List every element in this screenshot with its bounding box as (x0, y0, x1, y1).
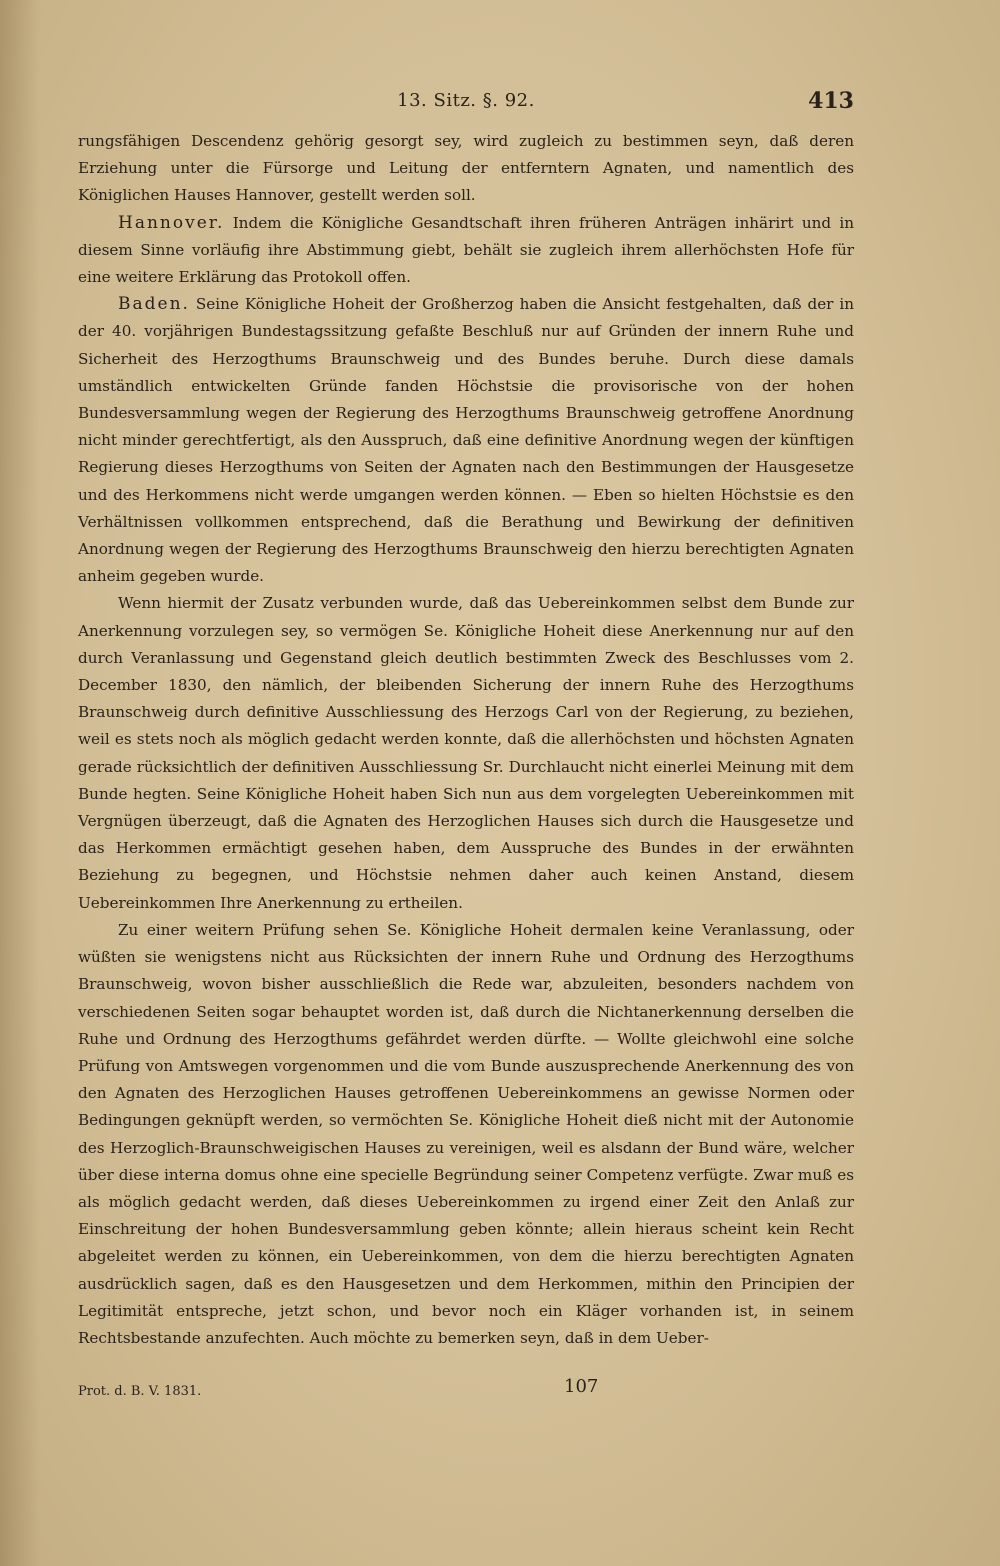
page-number: 413 (808, 88, 854, 114)
page-header (78, 88, 854, 122)
signature-mark: 107 (564, 1376, 599, 1397)
paragraph-1-text: rungsfähigen Descendenz gehörig gesorgt sey, wird zugleich zu bestimmen seyn, daß deren Erziehung unter die Fürsorge und Leitung der entferntern Agnaten, und namentlich des Königlichen Hauses Hannover, gestellt werden soll. (78, 132, 854, 205)
body-text (78, 128, 854, 1352)
paragraph-4-text: Wenn hiermit der Zusatz verbunden wurde, daß das Uebereinkommen selbst dem Bunde zur Anerkennung vorzulegen sey, so vermögen Se. Königliche Hoheit diese Anerkennung nur auf den durch Veranlassung und Gegenstand gleich deutlich bestimmten Zweck des Beschlusses vom 2. December 1830, den nämlich, der bleibenden Sicherung der innern Ruhe des Herzogthums Braunschweig durch definitive Ausschliessung des Herzogs Carl von der Regierung, zu beziehen, weil es stets noch als möglich gedacht werden konnte, daß die allerhöchsten und höchsten Agnaten gerade rücksichtlich der definitiven Ausschliessung Sr. Durchlaucht nicht einerlei Meinung mit dem Bunde hegten. Seine Königliche Hoheit haben Sich nun aus dem vorgelegten Uebereinkommen mit Vergnügen überzeugt, daß die Agnaten des Herzoglichen Hauses sich durch die Hausgesetze und das Herkommen ermächtigt gesehen haben, dem Ausspruche des Bundes in der erwähnten Beziehung zu begegnen, und Höchstsie nehmen daher auch keinen Anstand, diesem Uebereinkommen Ihre Anerkennung zu ertheilen. (78, 594, 854, 912)
paragraph-5 (78, 917, 854, 1352)
speaker-baden: Baden. (118, 294, 190, 315)
paragraph-hannover (78, 210, 854, 292)
speaker-hannover: Hannover. (118, 212, 225, 233)
page-edge-shadow (0, 0, 40, 1566)
paragraph-baden-text: Seine Königliche Hoheit der Großherzog haben die Ansicht festgehalten, daß der in der 40. vorjährigen Bundestagssitzung gefaßte Beschluß nur auf Gründen der innern Ruhe und Sicherheit des Herzogthums Braunschweig und des Bundes beruhe. Durch diese damals umständlich entwickelten Gründe fanden Höchstsie die provisorische von der hohen Bundesversammlung wegen der Regierung des Herzogthums Braunschweig getroffene Anordnung nicht minder gerechtfertigt, als den Ausspruch, daß eine definitive Anordnung wegen der künftigen Regierung dieses Herzogthums von Seiten der Agnaten nach den Bestimmungen der Hausgesetze und des Herkommens nicht werde umgangen werden können. — Eben so hielten Höchstsie es den Verhältnissen vollkommen entsprechend, daß die Berathung und Bewirkung der definitiven Anordnung wegen der Regierung des Herzogthums Braunschweig den hierzu berechtigten Agnaten anheim gegeben wurde. (78, 295, 855, 586)
footer-source: Prot. d. B. V. 1831. (78, 1384, 202, 1399)
paragraph-baden (78, 291, 854, 590)
page-footer (78, 1376, 854, 1406)
paragraph-5-text: Zu einer weitern Prüfung sehen Se. Königliche Hoheit dermalen keine Veranlassung, oder wüßten sie wenigstens nicht aus Rücksichten der innern Ruhe und Ordnung des Herzogthums Braunschweig, wovon bisher ausschließlich die Rede war, abzuleiten, besonders nachdem von verschiedenen Seiten sogar behauptet worden ist, daß durch die Nichtanerkennung derselben die Ruhe und Ordnung des Herzogthums gefährdet werden dürfte. — Wollte gleichwohl eine solche Prüfung von Amtswegen vorgenommen und die vom Bunde auszusprechende Anerkennung des von den Agnaten des Herzoglichen Hauses getroffenen Uebereinkommens an gewisse Normen oder Bedingungen geknüpft werden, so vermöchten Se. Königliche Hoheit dieß nicht mit der Autonomie des Herzoglich-Braunschweigischen Hauses zu vereinigen, weil es alsdann der Bund wäre, welcher über diese interna domus ohne eine specielle Begründung seiner Competenz verfügte. Zwar muß es als möglich gedacht werden, daß dieses Uebereinkommen zu irgend einer Zeit den Anlaß zur Einschreitung der hohen Bundesversammlung geben könnte; allein hieraus scheint kein Recht abgeleitet werden zu können, ein Uebereinkommen, von dem die hierzu berechtigten Agnaten ausdrücklich sagen, daß es den Hausgesetzen und dem Herkommen, mithin den Principien der Legitimität entspreche, jetzt schon, und bevor noch ein Kläger vorhanden ist, in seinem Rechtsbestande anzufechten. Auch möchte zu bemerken seyn, daß in dem Ueber- (78, 920, 854, 1347)
paragraph-1 (78, 128, 854, 210)
paragraph-hannover-text: Indem die Königliche Gesandtschaft ihren früheren Anträgen inhärirt und in diesem Sinne vorläufig ihre Abstimmung giebt, behält sie zugleich ihrem allerhöchsten Hofe für eine weitere Erklärung das Protokoll offen. (78, 213, 854, 287)
running-head: 13. Sitz. §. 92. (397, 90, 535, 111)
paragraph-4 (78, 590, 854, 916)
